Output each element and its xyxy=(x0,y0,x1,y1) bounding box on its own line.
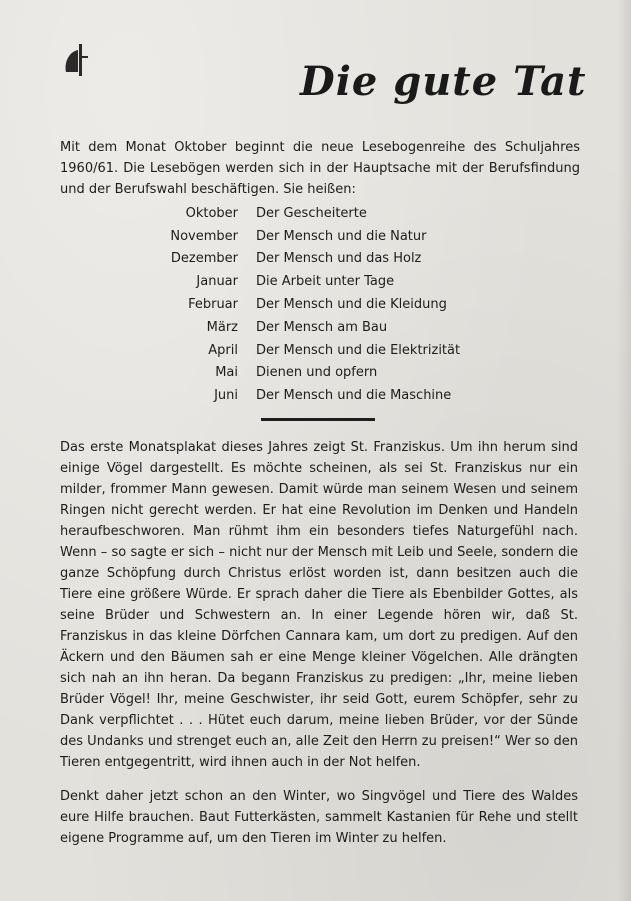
schedule-row xyxy=(140,316,480,339)
schedule-topic: Der Mensch am Bau xyxy=(256,319,388,335)
section-divider xyxy=(261,418,375,421)
page-title: Die gute Tat xyxy=(300,58,587,105)
main-text xyxy=(60,437,578,862)
schedule-month: Januar xyxy=(196,274,238,290)
body-paragraph-2: Denkt daher jetzt schon an den Winter, wo Singvögel und Tiere des Waldes eure Hilfe brauchen. Baut Futterkästen, sammelt Kastanien für Rehe und stellt eigene Programme auf, um den Tieren im Winter zu helfen. xyxy=(60,789,578,846)
schedule-topic: Der Mensch und die Natur xyxy=(256,228,427,244)
intro-text: Mit dem Monat Oktober beginnt die neue Lesebogenreihe des Schuljahres 1960/61. Die Lesebögen werden sich in der Hauptsache mit der Berufsfindung und der Berufswahl beschäftigen. Sie heißen: xyxy=(60,140,580,197)
schedule-month: Mai xyxy=(215,365,238,381)
page-edge-shadow xyxy=(617,0,631,901)
schedule-row xyxy=(140,202,480,225)
schedule-month: November xyxy=(170,228,238,244)
schedule-month: April xyxy=(208,342,238,358)
schedule-topic: Die Arbeit unter Tage xyxy=(256,274,395,290)
schedule-month: März xyxy=(206,319,238,335)
schedule-row xyxy=(140,248,480,271)
publisher-logo-icon xyxy=(62,42,92,78)
schedule-row xyxy=(140,384,480,407)
schedule-row xyxy=(140,339,480,362)
schedule-row xyxy=(140,225,480,248)
schedule-row xyxy=(140,293,480,316)
schedule-month: Juni xyxy=(214,388,238,404)
schedule-month: Dezember xyxy=(170,251,238,267)
schedule-topic: Der Mensch und die Elektrizität xyxy=(256,342,461,358)
schedule-row xyxy=(140,362,480,385)
reading-schedule xyxy=(140,202,480,407)
schedule-month: Februar xyxy=(188,297,238,313)
schedule-topic: Dienen und opfern xyxy=(256,365,378,381)
schedule-month: Oktober xyxy=(185,205,238,221)
schedule-topic: Der Mensch und die Maschine xyxy=(256,388,452,404)
schedule-topic: Der Mensch und die Kleidung xyxy=(256,297,447,313)
schedule-topic: Der Gescheiterte xyxy=(256,205,367,221)
intro-paragraph xyxy=(60,137,580,200)
schedule-row xyxy=(140,270,480,293)
schedule-topic: Der Mensch und das Holz xyxy=(256,251,422,267)
body-paragraph-1: Das erste Monatsplakat dieses Jahres zeigt St. Franziskus. Um ihn herum sind einige Vögel dargestellt. Es möchte scheinen, als sei St. Franziskus nur ein milder, frommer Mann gewesen. Damit würde man seinem Wesen und seinem Ringen nicht gerecht werden. Er hat eine Revolution im Denken und Handeln heraufbeschworen. Man rühmt ihm ein besonders tiefes Naturgefühl nach. Wenn – so sagte er sich – nicht nur der Mensch mit Leib und Seele, sondern die ganze Schöpfung durch Christus erlöst worden ist, dann besitzen auch die Tiere eine größere Würde. Er sprach daher die Tiere als Ebenbilder Gottes, als seine Brüder und Schwestern an. In einer Legende hören wir, daß St. Franziskus in das kleine Dörfchen Cannara kam, um dort zu predigen. Auf den Äckern und den Bäumen sah er eine Menge kleiner Vögelchen. Alle drängten sich nah an ihn heran. Da begann Franziskus zu predigen: „Ihr, meine lieben Brüder Vögel! Ihr, meine Geschwister, ihr seid Gott, eurem Schöpfer, sehr zu Dank verpflichtet . . . Hütet euch darum, meine lieben Brüder, vor der Sünde des Undanks und strenget euch an, alle Zeit den Herrn zu preisen!“ Wer so den Tieren entgegentritt, wird ihnen auch in der Not helfen. xyxy=(60,440,578,770)
